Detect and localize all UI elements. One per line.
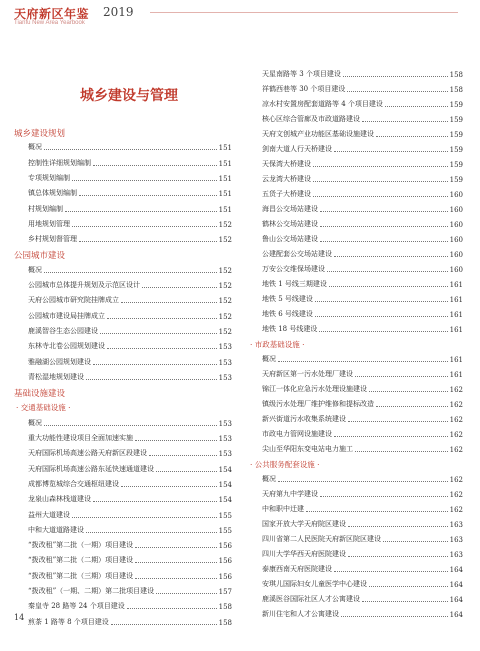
toc-entry-title: 云龙湾大桥建设 xyxy=(262,175,311,183)
toc-entry-page: 161 xyxy=(449,281,463,289)
toc-entry[interactable] xyxy=(28,479,232,489)
toc-entry-title: 控制性详细规划编制 xyxy=(28,158,91,167)
toc-entry-title: 凉水村安置房配套道路等 4 个项目建设 xyxy=(262,100,383,108)
page-number: 14 xyxy=(14,613,25,622)
toc-entry[interactable] xyxy=(262,489,463,499)
toc-entry[interactable] xyxy=(262,399,463,409)
toc-entry-title: 雅融湖公园规划建设 xyxy=(28,357,91,366)
toc-entry-page: 155 xyxy=(218,511,232,520)
toc-section-heading: 公园城市建设 xyxy=(14,250,66,261)
toc-entry-title: 概况 xyxy=(28,418,42,427)
page-title: 城乡建设与管理 xyxy=(80,88,178,104)
toc-entry-page: 151 xyxy=(218,190,232,199)
toc-leader-dots xyxy=(93,165,217,166)
toc-entry-page: 160 xyxy=(449,221,463,229)
toc-leader-dots xyxy=(329,286,448,287)
toc-leader-dots xyxy=(383,541,448,542)
toc-leader-dots xyxy=(86,532,217,533)
toc-entry[interactable] xyxy=(262,129,463,139)
toc-entry-title: 村规划编制 xyxy=(28,204,63,213)
toc-entry[interactable] xyxy=(28,433,232,443)
toc-entry-page: 160 xyxy=(449,266,463,274)
toc-leader-dots xyxy=(278,481,448,482)
toc-entry-page: 162 xyxy=(449,401,463,409)
toc-entry[interactable] xyxy=(262,69,463,79)
toc-entry-page: 158 xyxy=(218,603,232,612)
toc-entry[interactable] xyxy=(262,159,463,169)
toc-entry-page: 160 xyxy=(449,191,463,199)
toc-leader-dots xyxy=(72,517,217,518)
toc-entry-page: 161 xyxy=(449,326,463,334)
toc-leader-dots xyxy=(320,496,448,497)
toc-entry[interactable] xyxy=(262,219,463,229)
toc-section-heading: 基础设施建设 xyxy=(14,388,66,399)
toc-leader-dots xyxy=(156,471,217,472)
toc-entry-title: 核心区综合管廊及市政道路建设 xyxy=(262,115,360,123)
toc-entry-title: 概况 xyxy=(28,265,42,274)
toc-leader-dots xyxy=(313,181,448,182)
toc-entry[interactable] xyxy=(262,189,463,199)
toc-entry-title: 煎茶 1 路等 8 个项目建设 xyxy=(28,617,109,626)
toc-entry-page: 163 xyxy=(449,551,463,559)
toc-entry-page: 151 xyxy=(218,205,232,214)
toc-entry[interactable] xyxy=(262,279,463,289)
toc-entry[interactable] xyxy=(28,204,232,214)
toc-entry-page: 153 xyxy=(218,343,232,352)
toc-entry-title: 地铁 5 号线建设 xyxy=(262,295,313,303)
toc-leader-dots xyxy=(320,241,448,242)
toc-entry[interactable] xyxy=(262,249,463,259)
toc-leader-dots xyxy=(327,271,448,272)
toc-entry-page: 152 xyxy=(218,236,232,245)
toc-entry[interactable] xyxy=(28,586,232,596)
toc-entry-title: 秦皇寺 28 路等 24 个项目建设 xyxy=(28,602,125,611)
toc-leader-dots xyxy=(86,379,217,380)
toc-entry-page: 154 xyxy=(218,496,232,505)
toc-entry-title: 锦江一体化应急污水处理设施建设 xyxy=(262,385,367,393)
toc-entry-page: 159 xyxy=(449,131,463,139)
toc-entry-page: 158 xyxy=(449,86,463,94)
toc-entry[interactable] xyxy=(262,519,463,529)
toc-subsection-heading: · 市政基础设施 · xyxy=(250,340,305,349)
toc-entry-title: 公园城市建设局挂牌成立 xyxy=(28,311,105,320)
toc-entry-title: 新兴街道污水收集系统建设 xyxy=(262,415,346,423)
toc-entry[interactable] xyxy=(28,418,232,428)
toc-leader-dots xyxy=(334,571,448,572)
toc-entry[interactable] xyxy=(262,579,463,589)
toc-entry-title: 地铁 6 号线建设 xyxy=(262,310,313,318)
toc-leader-dots xyxy=(369,586,448,587)
toc-leader-dots xyxy=(348,526,448,527)
yearbook-title: 天府新区年鉴 xyxy=(14,7,90,21)
toc-entry[interactable] xyxy=(28,494,232,504)
toc-entry[interactable] xyxy=(28,540,232,550)
toc-subsection-heading: · 公共服务配套设施 · xyxy=(250,460,320,469)
toc-leader-dots xyxy=(313,196,448,197)
toc-entry-title: 海昌公交场站建设 xyxy=(262,205,318,213)
toc-entry-page: 162 xyxy=(449,446,463,454)
toc-entry-page: 159 xyxy=(449,101,463,109)
toc-entry[interactable] xyxy=(28,295,232,305)
toc-entry[interactable] xyxy=(28,188,232,198)
toc-entry[interactable] xyxy=(28,311,232,321)
toc-entry-title: 鹿溪医谷国际社区人才公寓建设 xyxy=(262,595,360,603)
toc-leader-dots xyxy=(65,211,217,212)
toc-leader-dots xyxy=(121,486,217,487)
toc-entry-page: 163 xyxy=(449,536,463,544)
toc-entry-title: “拨改租”第二批（二期）项目建设 xyxy=(28,556,134,565)
toc-entry[interactable] xyxy=(262,549,463,559)
toc-leader-dots xyxy=(135,547,216,548)
toc-entry[interactable] xyxy=(262,324,463,334)
toc-entry[interactable] xyxy=(28,464,232,474)
toc-entry-page: 152 xyxy=(218,282,232,290)
toc-entry-page: 156 xyxy=(218,542,232,551)
toc-entry-title: 青松湿地规划建设 xyxy=(28,372,84,381)
toc-entry-page: 156 xyxy=(218,557,232,566)
toc-leader-dots xyxy=(355,451,448,452)
toc-entry-title: 泰康西南天府医院建设 xyxy=(262,565,332,573)
toc-entry[interactable] xyxy=(262,204,463,214)
toc-leader-dots xyxy=(135,562,216,563)
toc-entry-page: 162 xyxy=(449,386,463,394)
yearbook-year: 2019 xyxy=(103,5,134,19)
toc-leader-dots xyxy=(334,256,448,257)
toc-entry-page: 164 xyxy=(449,566,463,574)
toc-entry-title: 镇级污水处理厂维护维修和提标改造 xyxy=(262,400,374,408)
toc-leader-dots xyxy=(72,180,217,181)
toc-entry-page: 161 xyxy=(449,371,463,379)
toc-leader-dots xyxy=(347,91,447,92)
toc-entry-page: 151 xyxy=(218,174,232,183)
toc-entry[interactable] xyxy=(262,234,463,244)
toc-entry-page: 153 xyxy=(218,373,232,382)
toc-entry-page: 152 xyxy=(218,266,232,275)
toc-leader-dots xyxy=(93,364,217,365)
toc-entry[interactable] xyxy=(262,429,463,439)
toc-entry[interactable] xyxy=(262,564,463,574)
toc-entry[interactable] xyxy=(28,219,232,229)
toc-entry[interactable] xyxy=(28,510,232,520)
toc-entry-page: 162 xyxy=(449,416,463,424)
toc-leader-dots xyxy=(315,316,448,317)
toc-entry-page: 162 xyxy=(449,506,463,514)
toc-entry-page: 163 xyxy=(449,521,463,529)
toc-entry-page: 153 xyxy=(218,435,232,443)
toc-entry-title: 概况 xyxy=(28,143,42,152)
toc-entry-title: 乡村规划督管理 xyxy=(28,235,77,244)
toc-entry-page: 153 xyxy=(218,450,232,459)
toc-entry-title: 专项规划编制 xyxy=(28,173,70,182)
toc-leader-dots xyxy=(111,624,217,625)
toc-entry-title: 新川住宅和人才公寓建设 xyxy=(262,610,339,618)
toc-entry-title: 中和大道道路建设 xyxy=(28,525,84,534)
toc-entry[interactable] xyxy=(28,571,232,581)
toc-entry-title: 天府国际机场高速公路东延快速通道建设 xyxy=(28,464,154,473)
toc-entry[interactable] xyxy=(262,309,463,319)
toc-entry-title: 剑南大道人行天桥建设 xyxy=(262,145,332,153)
toc-leader-dots xyxy=(142,287,217,288)
toc-entry[interactable] xyxy=(28,372,232,382)
toc-entry-page: 153 xyxy=(218,358,232,367)
toc-entry[interactable] xyxy=(28,158,232,168)
toc-entry-page: 151 xyxy=(218,159,232,168)
toc-entry-title: 益州大道建设 xyxy=(28,510,70,519)
toc-entry-title: 天府文创城产业功能区基础设施建设 xyxy=(262,130,374,138)
toc-entry-title: 天星南路等 3 个项目建设 xyxy=(262,70,341,78)
toc-leader-dots xyxy=(44,425,217,426)
toc-entry-title: 五货子大桥建设 xyxy=(262,190,311,198)
toc-entry[interactable] xyxy=(262,174,463,184)
toc-entry-page: 155 xyxy=(218,526,232,535)
toc-subsection-heading: · 交通基础设施 · xyxy=(16,403,71,413)
toc-entry-title: 用地规划管理 xyxy=(28,219,70,228)
toc-leader-dots xyxy=(127,608,217,609)
toc-entry-page: 164 xyxy=(449,611,463,619)
toc-leader-dots xyxy=(385,106,448,107)
toc-entry[interactable] xyxy=(262,534,463,544)
toc-leader-dots xyxy=(44,272,217,273)
toc-entry-title: 镇总体规划编制 xyxy=(28,189,77,198)
toc-entry[interactable] xyxy=(262,264,463,274)
toc-entry-page: 164 xyxy=(449,596,463,604)
toc-leader-dots xyxy=(100,333,217,334)
toc-entry-title: 概况 xyxy=(262,355,276,363)
toc-leader-dots xyxy=(135,440,217,441)
toc-leader-dots xyxy=(72,226,217,227)
toc-entry[interactable] xyxy=(262,594,463,604)
toc-leader-dots xyxy=(334,436,448,437)
toc-leader-dots xyxy=(79,241,217,242)
toc-entry[interactable] xyxy=(262,609,463,619)
toc-entry[interactable] xyxy=(28,265,232,275)
toc-entry-page: 162 xyxy=(449,431,463,439)
toc-entry[interactable] xyxy=(262,474,463,484)
toc-entry[interactable] xyxy=(262,354,463,364)
toc-entry[interactable] xyxy=(262,99,463,109)
toc-entry[interactable] xyxy=(262,84,463,94)
toc-leader-dots xyxy=(107,318,217,319)
toc-entry-page: 159 xyxy=(449,176,463,184)
toc-leader-dots xyxy=(315,301,448,302)
toc-entry[interactable] xyxy=(262,294,463,304)
toc-leader-dots xyxy=(156,593,216,594)
toc-leader-dots xyxy=(320,226,448,227)
toc-entry-page: 158 xyxy=(218,618,232,627)
toc-entry-page: 152 xyxy=(218,297,232,306)
toc-leader-dots xyxy=(355,376,448,377)
toc-entry-title: 重大功能性建设项目全面加速实施 xyxy=(28,434,133,442)
toc-entry-title: 祥鹤西巷等 30 个项目建设 xyxy=(262,85,346,93)
toc-entry-title: 鹿溪智谷生态公园建设 xyxy=(28,326,98,335)
toc-entry-title: 公园城市总体提升规划及示范区设计 xyxy=(28,281,140,289)
toc-leader-dots xyxy=(376,136,448,137)
toc-leader-dots xyxy=(348,556,448,557)
toc-entry-page: 156 xyxy=(218,572,232,581)
toc-leader-dots xyxy=(44,149,217,150)
toc-entry-page: 162 xyxy=(449,476,463,484)
toc-entry-title: 龙泉山森林栈道建设 xyxy=(28,495,91,504)
toc-entry-title: “拨改租”第二批（三期）项目建设 xyxy=(28,571,134,580)
toc-entry-title: 万安公交维保场建设 xyxy=(262,265,325,273)
toc-leader-dots xyxy=(107,348,217,349)
toc-entry[interactable] xyxy=(28,280,232,290)
toc-entry-title: 中和职中迁建 xyxy=(262,505,304,513)
toc-entry[interactable] xyxy=(262,384,463,394)
toc-entry[interactable] xyxy=(28,234,232,244)
toc-entry-page: 160 xyxy=(449,206,463,214)
toc-entry-page: 152 xyxy=(218,327,232,336)
toc-entry[interactable] xyxy=(262,504,463,514)
toc-entry-page: 151 xyxy=(218,144,232,153)
toc-section-heading: 城乡建设规划 xyxy=(14,128,66,138)
toc-entry-page: 161 xyxy=(449,356,463,364)
toc-leader-dots xyxy=(376,406,448,407)
toc-entry-title: 公建配套公交场站建设 xyxy=(262,250,332,258)
toc-entry[interactable] xyxy=(28,601,232,611)
toc-leader-dots xyxy=(341,616,448,617)
toc-entry-title: 鲁山公交场站建设 xyxy=(262,235,318,243)
toc-entry[interactable] xyxy=(28,357,232,367)
toc-entry-title: 天府新区第一污水处理厂建设 xyxy=(262,370,353,378)
toc-entry[interactable] xyxy=(28,525,232,535)
toc-entry[interactable] xyxy=(28,617,232,627)
toc-entry-title: 安琪儿国际妇女儿童医学中心建设 xyxy=(262,580,367,588)
toc-entry-page: 162 xyxy=(449,491,463,499)
toc-entry-page: 152 xyxy=(218,220,232,229)
toc-leader-dots xyxy=(320,211,448,212)
toc-leader-dots xyxy=(79,195,217,196)
toc-entry-page: 161 xyxy=(449,296,463,304)
yearbook-title-english: Tianfu New Area Yearbook xyxy=(14,20,85,26)
toc-entry[interactable] xyxy=(262,114,463,124)
toc-entry[interactable] xyxy=(262,144,463,154)
toc-entry-title: 天府公园城市研究院挂牌成立 xyxy=(28,296,119,305)
toc-leader-dots xyxy=(319,331,447,332)
toc-entry-page: 159 xyxy=(449,161,463,169)
toc-entry-title: 四川省第二人民医院天府新区院区建设 xyxy=(262,535,381,543)
toc-entry[interactable] xyxy=(28,448,232,458)
toc-leader-dots xyxy=(369,391,448,392)
toc-entry-title: “拨改租”（一期、二期）第二批项目建设 xyxy=(28,587,155,595)
toc-entry-page: 160 xyxy=(449,236,463,244)
toc-entry-title: 东林寺北卷公园规划建设 xyxy=(28,342,105,351)
toc-leader-dots xyxy=(362,121,448,122)
toc-entry-title: “拨改租”第二批（一期）项目建设 xyxy=(28,541,134,550)
toc-entry-title: 地铁 18 号线建设 xyxy=(262,325,318,333)
toc-leader-dots xyxy=(121,302,217,303)
toc-entry-title: 尖山至华阳东变电站电力施工 xyxy=(262,445,353,453)
toc-entry-page: 159 xyxy=(449,116,463,124)
toc-entry[interactable] xyxy=(28,142,232,152)
toc-entry-title: 四川大学华西天府医院建设 xyxy=(262,550,346,558)
toc-leader-dots xyxy=(362,601,448,602)
toc-entry-title: 天府第九中学建设 xyxy=(262,490,318,498)
toc-entry-page: 160 xyxy=(449,251,463,259)
toc-entry-title: 国家开放大学天府院区建设 xyxy=(262,520,346,528)
toc-leader-dots xyxy=(278,361,448,362)
toc-leader-dots xyxy=(149,455,217,456)
toc-entry-title: 市政电力管网设施建设 xyxy=(262,430,332,438)
toc-entry-title: 鹤林公交场站建设 xyxy=(262,220,318,228)
toc-entry-page: 158 xyxy=(449,71,463,79)
toc-leader-dots xyxy=(93,501,217,502)
toc-leader-dots xyxy=(135,578,216,579)
toc-entry-page: 157 xyxy=(218,588,232,596)
toc-entry-title: 天保湾大桥建设 xyxy=(262,160,311,168)
toc-entry-title: 概况 xyxy=(262,475,276,483)
header-rule xyxy=(150,12,458,13)
toc-entry[interactable] xyxy=(28,326,232,336)
toc-entry-page: 161 xyxy=(449,311,463,319)
toc-entry[interactable] xyxy=(262,444,463,454)
toc-entry-page: 154 xyxy=(218,465,232,474)
toc-entry-page: 164 xyxy=(449,581,463,589)
toc-leader-dots xyxy=(348,421,448,422)
toc-entry[interactable] xyxy=(262,414,463,424)
toc-leader-dots xyxy=(343,76,448,77)
toc-entry-title: 成都博览城综合交通枢纽建设 xyxy=(28,479,119,488)
toc-leader-dots xyxy=(334,151,448,152)
toc-leader-dots xyxy=(306,511,448,512)
toc-entry[interactable] xyxy=(28,173,232,183)
toc-entry[interactable] xyxy=(28,341,232,351)
toc-entry[interactable] xyxy=(28,555,232,565)
toc-entry-page: 152 xyxy=(218,312,232,321)
toc-entry-title: 地铁 1 号线三期建设 xyxy=(262,280,327,288)
toc-entry-page: 153 xyxy=(218,419,232,428)
toc-entry-title: 天府国际机场高速公路天府新区段建设 xyxy=(28,449,147,458)
toc-entry-page: 159 xyxy=(449,146,463,154)
toc-entry[interactable] xyxy=(262,369,463,379)
toc-leader-dots xyxy=(313,166,448,167)
toc-entry-page: 154 xyxy=(218,480,232,489)
